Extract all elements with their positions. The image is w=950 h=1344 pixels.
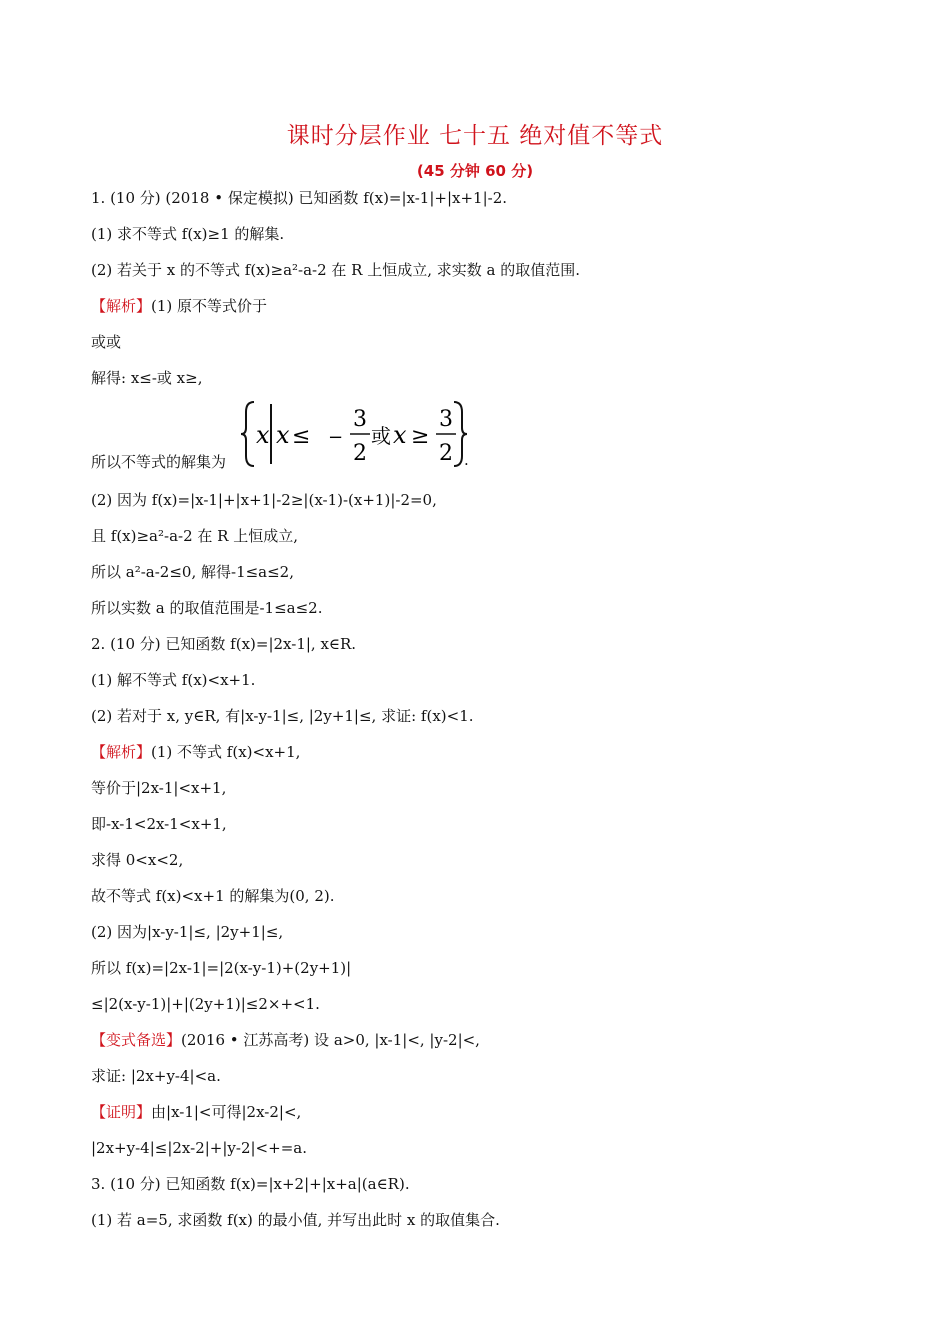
page-subtitle: (45 分钟 60 分) — [416, 162, 534, 180]
line-text: 且 f(x)≥a²-a-2 在 R 上恒成立, — [91, 527, 298, 545]
or-word: 或 — [371, 424, 391, 448]
text-line — [91, 490, 437, 510]
text-line — [91, 634, 356, 654]
text-line — [91, 368, 202, 388]
page-title: 课时分层作业 七十五 绝对值不等式 — [286, 123, 664, 149]
set-variable: x — [256, 421, 270, 449]
text-line — [91, 188, 507, 208]
line-text: 等价于|2x-1|<x+1, — [91, 779, 227, 797]
text-line — [91, 850, 183, 870]
line-text: 1. (10 分) (2018 • 保定模拟) 已知函数 f(x)=|x-1|+|x+1|-2. — [91, 189, 508, 207]
section-tag: 【变式备选】 — [91, 1031, 182, 1049]
text-line — [91, 778, 226, 798]
line-text: (1) 解不等式 f(x)<x+1. — [91, 671, 256, 689]
line-text: 求证: |2x+y-4|<a. — [91, 1067, 221, 1085]
line-text: (2) 因为 f(x)=|x-1|+|x+1|-2≥|(x-1)-(x+1)|-2=0, — [91, 491, 437, 509]
ge-sign: ≥ — [411, 424, 430, 449]
text-line — [91, 706, 474, 726]
text-line — [91, 1066, 221, 1086]
text-line — [91, 562, 294, 582]
line-text: 解得: x≤-或 x≥, — [91, 369, 203, 387]
line-text: 2. (10 分) 已知函数 f(x)=|2x-1|, x∈R. — [91, 635, 357, 653]
section-tag: 【解析】 — [91, 297, 152, 315]
text-line — [91, 886, 335, 906]
line-text: (2) 若关于 x 的不等式 f(x)≥a²-a-2 在 R 上恒成立, 求实数 a 的取值范围. — [91, 261, 581, 279]
fraction-2-numerator: 3 — [439, 407, 453, 432]
fraction-1-numerator: 3 — [353, 407, 367, 432]
line-text: 由|x-1|<可得|2x-2|<, — [151, 1103, 302, 1121]
le-sign: ≤ — [292, 424, 311, 449]
text-line — [91, 1138, 307, 1158]
text-line — [91, 260, 580, 280]
line-text: 故不等式 f(x)<x+1 的解集为(0, 2). — [91, 887, 335, 905]
line-text: (2) 若对于 x, y∈R, 有|x-y-1|≤, |2y+1|≤, 求证: f(x)<1. — [91, 707, 474, 725]
text-line — [91, 1102, 301, 1122]
text-line — [91, 296, 267, 316]
line-text: (1) 求不等式 f(x)≥1 的解集. — [91, 225, 285, 243]
line-text: 所以 f(x)=|2x-1|=|2(x-y-1)+(2y+1)| — [91, 959, 352, 977]
solution-set-formula — [240, 398, 468, 470]
text-line — [91, 670, 255, 690]
condition-variable-2: x — [393, 421, 407, 449]
left-brace — [241, 402, 254, 466]
text-line — [91, 958, 351, 978]
text-line — [91, 1210, 500, 1230]
line-text: 所以 a²-a-2≤0, 解得-1≤a≤2, — [91, 563, 294, 581]
text-line — [91, 526, 298, 546]
section-tag: 【证明】 — [91, 1103, 152, 1121]
line-text: ≤|2(x-y-1)|+|(2y+1)|≤2×+<1. — [91, 995, 320, 1013]
line-text: (1) 不等式 f(x)<x+1, — [151, 743, 301, 761]
solution-set-period: . — [464, 451, 469, 469]
text-line — [91, 598, 322, 618]
text-line — [91, 814, 227, 834]
solution-set-label: 所以不等式的解集为 — [91, 453, 227, 471]
text-line — [91, 922, 283, 942]
line-text: 3. (10 分) 已知函数 f(x)=|x+2|+|x+a|(a∈R). — [91, 1175, 410, 1193]
condition-variable-1: x — [276, 421, 290, 449]
line-text: 即-x-1<2x-1<x+1, — [91, 815, 227, 833]
line-text: |2x+y-4|≤|2x-2|+|y-2|<+=a. — [91, 1139, 307, 1157]
line-text: 或或 — [91, 333, 122, 351]
line-text: (1) 若 a=5, 求函数 f(x) 的最小值, 并写出此时 x 的取值集合. — [91, 1211, 500, 1229]
text-line — [91, 994, 320, 1014]
text-line — [91, 1030, 480, 1050]
line-text: (2016 • 江苏高考) 设 a>0, |x-1|<, |y-2|<, — [181, 1031, 480, 1049]
line-text: (2) 因为|x-y-1|≤, |2y+1|≤, — [91, 923, 284, 941]
minus-sign: − — [328, 427, 344, 448]
fraction-1-denominator: 2 — [353, 441, 367, 466]
fraction-2-denominator: 2 — [439, 441, 453, 466]
line-text: 所以实数 a 的取值范围是-1≤a≤2. — [91, 599, 323, 617]
text-line — [91, 224, 284, 244]
line-text: (1) 原不等式价于 — [151, 297, 268, 315]
text-line — [91, 1174, 410, 1194]
text-line — [91, 742, 300, 762]
text-line — [91, 332, 121, 352]
section-tag: 【解析】 — [91, 743, 152, 761]
line-text: 求得 0<x<2, — [91, 851, 184, 869]
